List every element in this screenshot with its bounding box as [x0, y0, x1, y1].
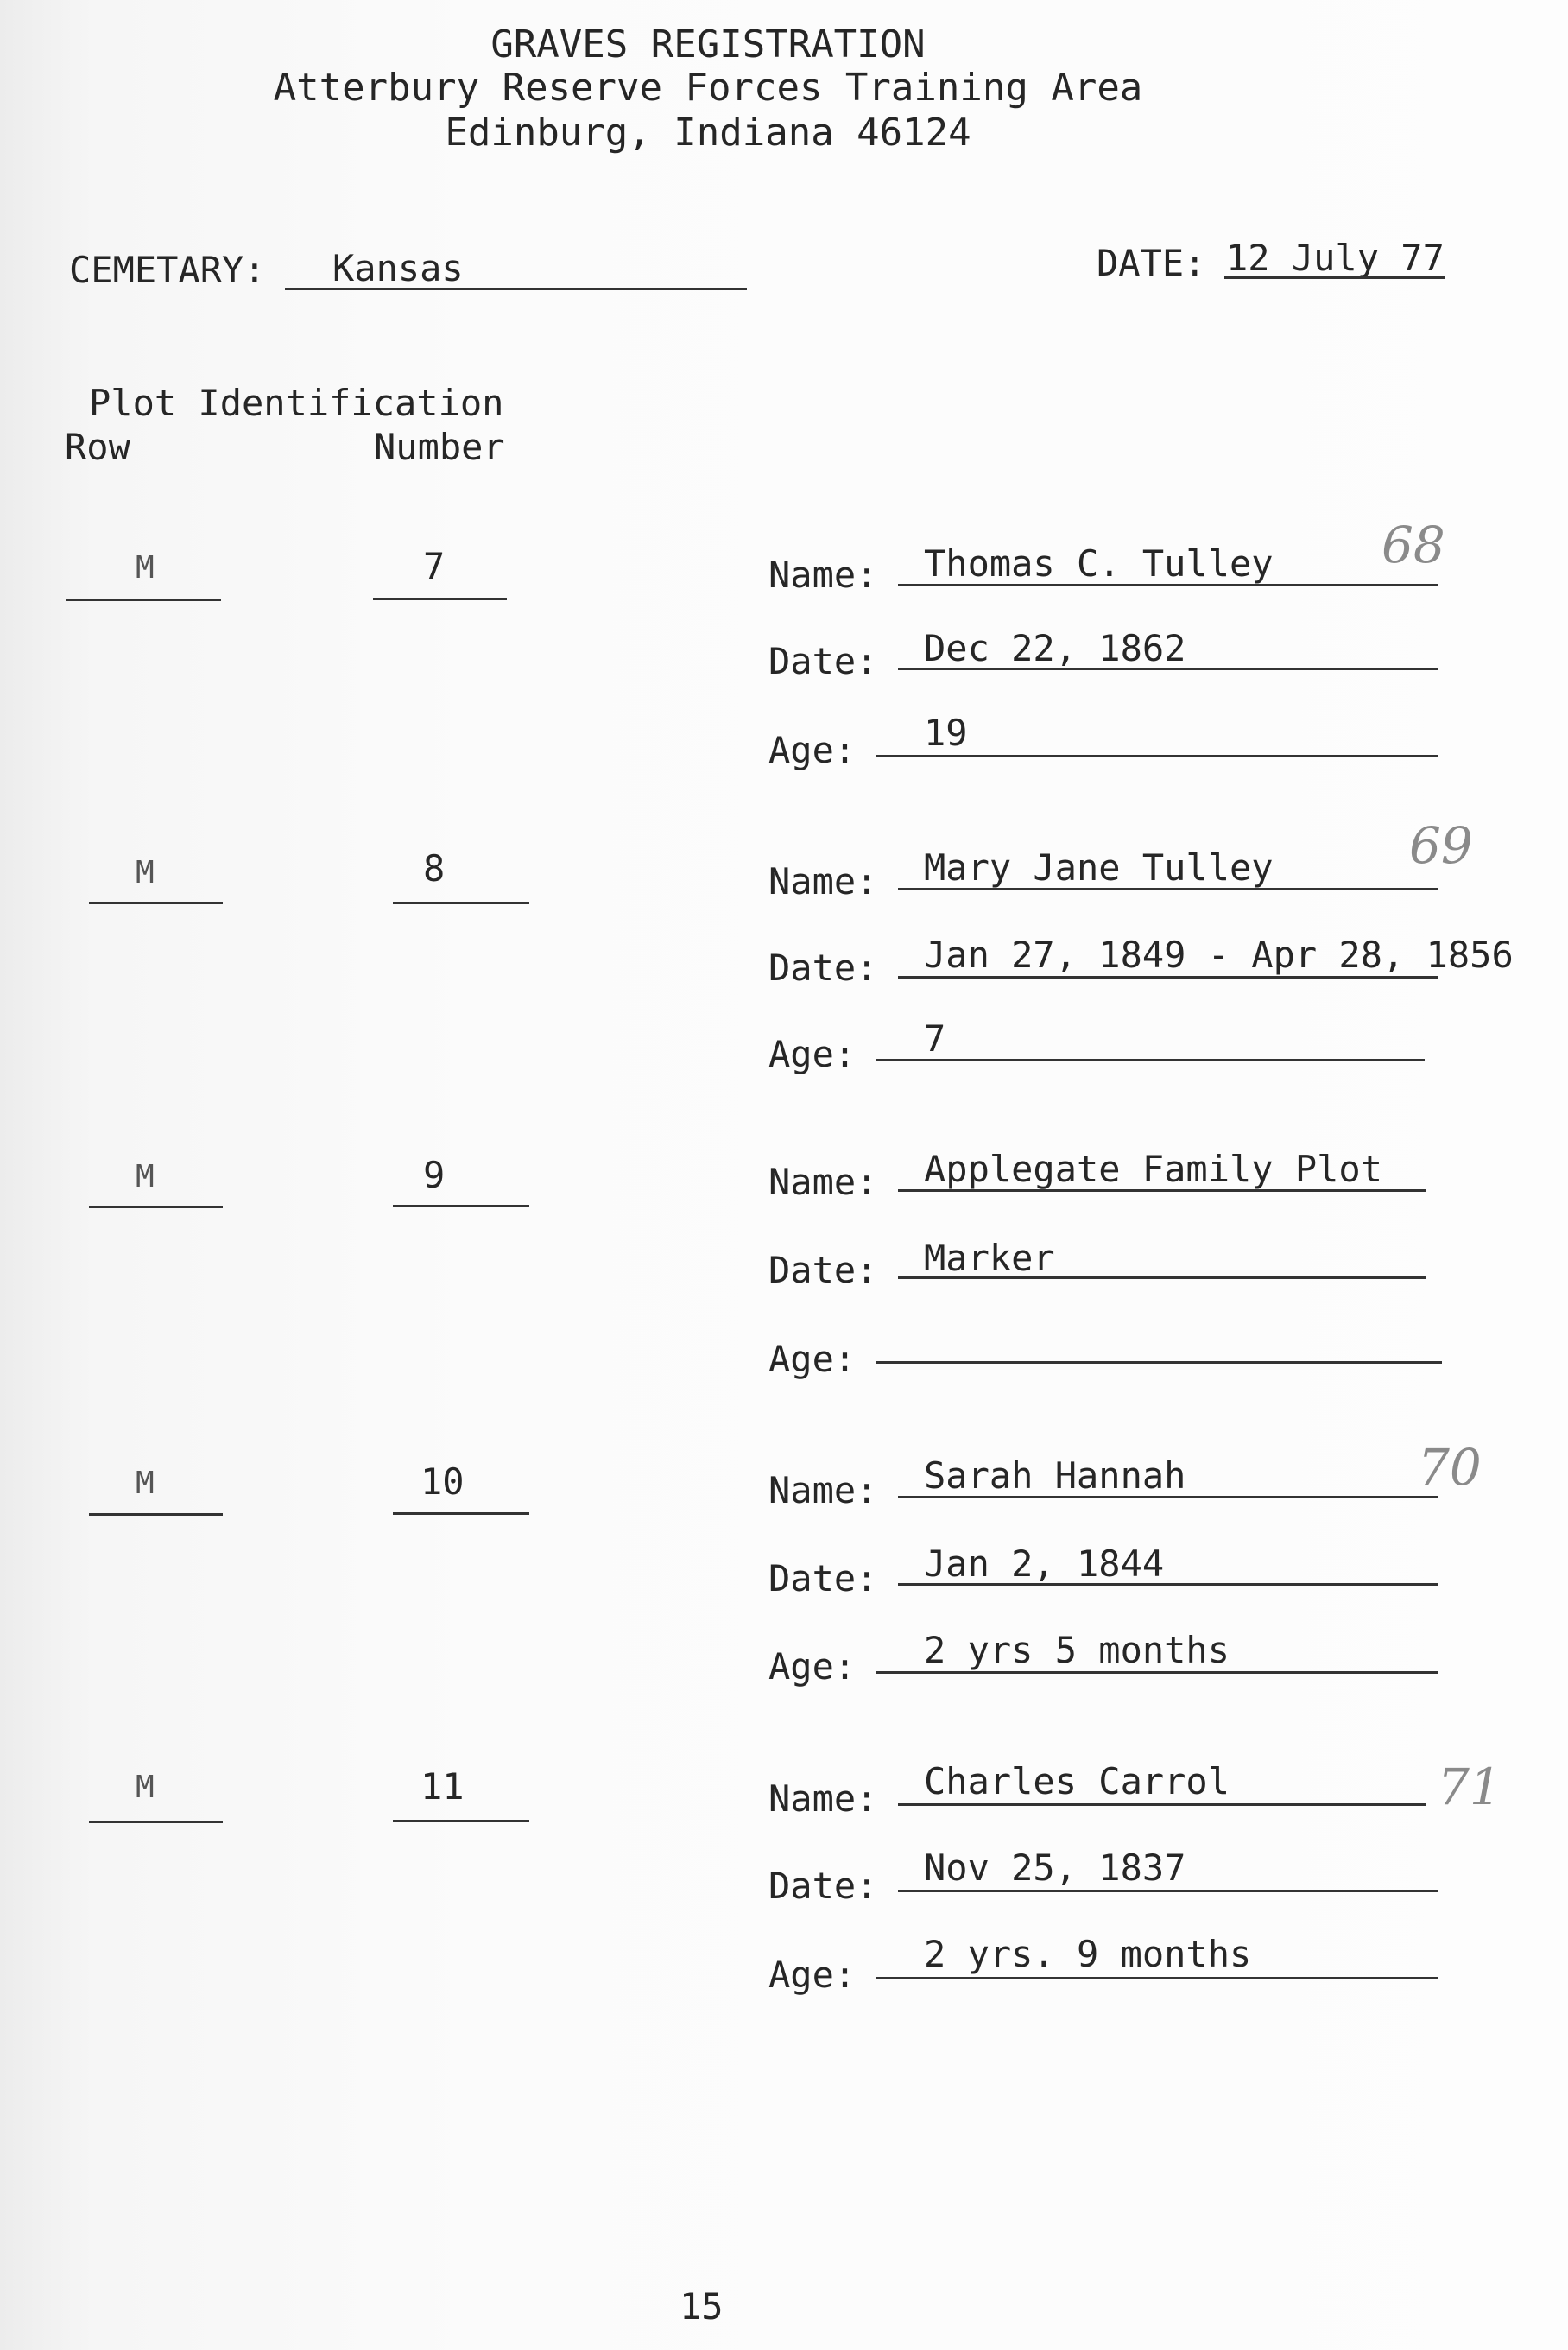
number-underline — [393, 1820, 529, 1822]
date-underline — [898, 976, 1438, 979]
row-value: M — [136, 1466, 155, 1501]
row-value: M — [136, 855, 155, 890]
name-label: Name: — [768, 860, 878, 903]
location-address: Edinburg, Indiana 46124 — [445, 111, 971, 155]
date-underline — [898, 1276, 1426, 1279]
handwritten-note: 69 — [1409, 816, 1473, 875]
row-underline — [89, 1513, 223, 1516]
row-underline — [89, 1821, 223, 1823]
age-underline — [876, 1671, 1438, 1674]
form-title: GRAVES REGISTRATION — [490, 22, 926, 67]
age-label: Age: — [768, 1033, 857, 1075]
age-label: Age: — [768, 1954, 857, 1996]
age-underline — [876, 1977, 1438, 1979]
row-value: M — [136, 1159, 155, 1194]
location-name: Atterbury Reserve Forces Training Area — [273, 66, 1143, 110]
number-value: 8 — [423, 847, 446, 890]
number-underline — [373, 598, 507, 600]
handwritten-note: 71 — [1438, 1758, 1502, 1816]
date-underline — [898, 1890, 1438, 1892]
age-value: 2 yrs 5 months — [924, 1629, 1230, 1671]
name-value: Charles Carrol — [924, 1760, 1230, 1802]
cemetery-label: CEMETARY: — [69, 249, 266, 291]
handwritten-note: 70 — [1418, 1438, 1482, 1497]
age-underline — [876, 1361, 1442, 1364]
number-underline — [393, 1205, 529, 1207]
row-column-heading: Row — [65, 426, 130, 468]
name-underline — [898, 888, 1438, 890]
date-label: DATE: — [1097, 242, 1206, 284]
row-underline — [89, 1206, 223, 1208]
plot-identification-heading: Plot Identification — [89, 382, 504, 424]
name-value: Applegate Family Plot — [924, 1148, 1383, 1190]
date-label: Date: — [768, 640, 878, 682]
number-value: 7 — [423, 545, 446, 587]
row-underline — [89, 902, 223, 904]
date-value: Nov 25, 1837 — [924, 1846, 1186, 1889]
cemetery-value: Kansas — [332, 247, 464, 289]
name-underline — [898, 1189, 1426, 1192]
handwritten-note: 68 — [1381, 516, 1445, 574]
name-value: Sarah Hannah — [924, 1454, 1186, 1497]
age-value: 19 — [924, 712, 968, 754]
name-underline — [898, 584, 1438, 586]
date-label: Date: — [768, 1557, 878, 1599]
age-label: Age: — [768, 1645, 857, 1688]
date-value: Marker — [924, 1237, 1055, 1279]
number-value: 9 — [423, 1154, 446, 1196]
name-label: Name: — [768, 1469, 878, 1511]
date-value: Jan 27, 1849 - Apr 28, 1856 — [924, 934, 1514, 976]
name-label: Name: — [768, 1161, 878, 1203]
age-value: 2 yrs. 9 months — [924, 1933, 1252, 1975]
name-label: Name: — [768, 1777, 878, 1820]
row-underline — [66, 599, 221, 601]
row-value: M — [136, 550, 155, 586]
date-label: Date: — [768, 947, 878, 989]
age-label: Age: — [768, 1338, 857, 1380]
number-value: 10 — [420, 1460, 465, 1503]
name-value: Thomas C. Tulley — [924, 542, 1274, 585]
row-value: M — [136, 1770, 155, 1805]
date-label: Date: — [768, 1249, 878, 1291]
page-number: 15 — [680, 2285, 724, 2328]
age-value: 7 — [924, 1017, 946, 1060]
date-underline — [898, 1583, 1438, 1586]
name-label: Name: — [768, 554, 878, 596]
name-underline — [898, 1803, 1426, 1806]
number-value: 11 — [420, 1765, 465, 1808]
date-underline — [898, 668, 1438, 670]
date-value: Dec 22, 1862 — [924, 627, 1186, 669]
name-underline — [898, 1496, 1438, 1498]
number-column-heading: Number — [374, 426, 505, 468]
date-label: Date: — [768, 1865, 878, 1907]
number-underline — [393, 902, 529, 904]
age-label: Age: — [768, 729, 857, 771]
cemetery-underline — [285, 288, 747, 290]
date-value: 12 July 77 — [1226, 237, 1445, 279]
date-underline — [1224, 276, 1445, 279]
name-value: Mary Jane Tulley — [924, 846, 1274, 889]
age-underline — [876, 755, 1438, 757]
number-underline — [393, 1512, 529, 1515]
age-underline — [876, 1059, 1425, 1061]
date-value: Jan 2, 1844 — [924, 1542, 1165, 1585]
